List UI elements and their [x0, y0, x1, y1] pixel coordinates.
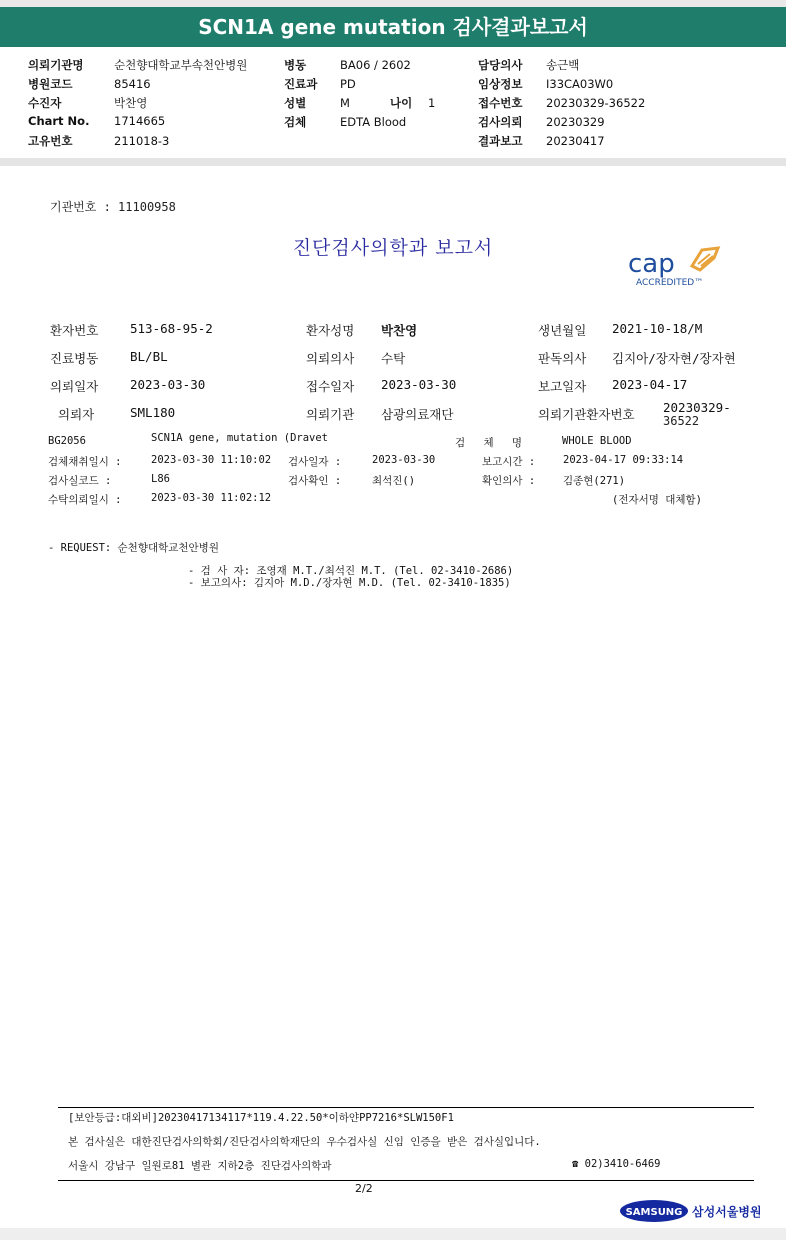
header-col3 — [478, 57, 645, 152]
specimen-label: 검 체 명 — [455, 437, 529, 449]
value-ref-doctor: 수탁 — [381, 351, 406, 366]
value-test-request: 20230329 — [546, 115, 605, 129]
label-birth: 생년월일 — [538, 323, 587, 338]
label-lab-code: 검사실코드 : — [48, 475, 112, 487]
label-ref-doctor: 의뢰의사 — [306, 351, 355, 366]
cap-accredited-text: ACCREDITED™ — [636, 278, 704, 288]
reporter-line: - 보고의사: 김지아 M.D./장자현 M.D. (Tel. 02-3410-1835) — [188, 577, 511, 589]
inst-patient-no-line2: 36522 — [663, 414, 700, 428]
value-birth: 2021-10-18/M — [612, 321, 703, 336]
label-department: 진료과 — [284, 77, 318, 91]
label-clinical-info: 임상정보 — [478, 77, 523, 91]
value-receipt-date: 2023-03-30 — [381, 377, 457, 392]
label-reading-doctor: 판독의사 — [538, 351, 587, 366]
label-receipt-date: 접수일자 — [306, 379, 355, 394]
label-report-date: 보고일자 — [538, 379, 587, 394]
request-line: - REQUEST: 순천향대학교천안병원 — [48, 542, 219, 554]
samsung-logo-text: SAMSUNG — [625, 1207, 683, 1218]
footer-top-rule — [58, 1107, 754, 1108]
value-requester: SML180 — [130, 405, 176, 420]
label-hospital-code: 병원코드 — [28, 77, 73, 91]
value-doctor: 송근백 — [546, 58, 580, 72]
label-request-date: 의뢰일자 — [50, 379, 99, 394]
hospital-name: 삼성서울병원 — [692, 1205, 760, 1219]
samsung-hospital-logo — [620, 1198, 760, 1228]
label-report-time: 보고시간 : — [482, 456, 536, 468]
footer-bottom-rule — [58, 1180, 754, 1181]
label-patient-name: 환자성명 — [306, 323, 355, 338]
label-chart-no: Chart No. — [28, 114, 90, 128]
value-test-date: 2023-03-30 — [372, 454, 436, 466]
value-ref-inst: 삼광의료재단 — [381, 407, 454, 422]
value-clinical-info: I33CA03W0 — [546, 77, 614, 91]
label-requesting-org: 의뢰기관명 — [28, 58, 84, 72]
label-sex: 성별 — [284, 96, 307, 110]
value-unique-no: 211018-3 — [114, 134, 170, 148]
value-department: PD — [340, 77, 356, 91]
cap-logo-icon — [626, 242, 736, 292]
page-number: 2/2 — [355, 1182, 373, 1195]
label-inst-patient-no: 의뢰기관환자번호 — [538, 407, 635, 422]
label-patient-no: 환자번호 — [50, 323, 99, 338]
value-reading-doctor: 김지아/장자현/장자현 — [612, 351, 736, 366]
label-requester: 의뢰자 — [58, 407, 95, 422]
value-inst-patient-no: 20230329- — [663, 400, 731, 415]
value-hospital-code: 85416 — [114, 77, 151, 91]
value-collection-time: 2023-03-30 11:10:02 — [151, 454, 272, 466]
label-patient: 수진자 — [28, 96, 62, 110]
value-patient-no: 513-68-95-2 — [130, 321, 213, 336]
value-chart-no: 1714665 — [114, 114, 166, 128]
header-col1 — [28, 57, 247, 152]
value-test-confirm: 최석진() — [372, 475, 416, 487]
label-collection-time: 검체채취일시 : — [48, 456, 122, 468]
label-age: 나이 — [390, 96, 413, 110]
label-specimen: 검체 — [284, 115, 307, 129]
address-text: 서울시 강남구 일원로81 별관 지하2층 진단검사의학과 — [68, 1160, 332, 1172]
label-consign-time: 수탁의뢰일시 : — [48, 494, 122, 506]
cap-logo-text: cap — [628, 249, 675, 279]
value-sex: M — [340, 96, 350, 110]
label-test-request: 검사의뢰 — [478, 115, 523, 129]
label-ref-inst: 의뢰기관 — [306, 407, 355, 422]
electronic-signature-note: (전자서명 대체함) — [612, 494, 702, 506]
page-title: SCN1A gene mutation 검사결과보고서 — [0, 7, 786, 47]
tester-line: - 검 사 자: 조영재 M.T./최석진 M.T. (Tel. 02-3410-2686) — [188, 565, 514, 577]
label-confirm-doctor: 확인의사 : — [482, 475, 536, 487]
label-test-confirm: 검사확인 : — [288, 475, 342, 487]
report-title: 진단검사의학과 보고서 — [292, 237, 494, 259]
value-report-date: 2023-04-17 — [612, 377, 688, 392]
label-receipt-no: 접수번호 — [478, 96, 523, 110]
value-ward-bl: BL/BL — [130, 349, 168, 364]
top-strip — [0, 0, 786, 7]
value-requesting-org: 순천향대학교부속천안병원 — [114, 58, 248, 72]
value-lab-code: L86 — [151, 473, 170, 485]
header-separator — [0, 158, 786, 166]
specimen-value: WHOLE BLOOD — [562, 435, 632, 447]
test-code: BG2056 — [48, 435, 86, 447]
value-age: 1 — [428, 96, 436, 110]
value-confirm-doctor: 김종현(271) — [563, 475, 626, 487]
value-report-time: 2023-04-17 09:33:14 — [563, 454, 684, 466]
value-result-report: 20230417 — [546, 134, 605, 148]
institution-number: 기관번호 : 11100958 — [50, 200, 176, 214]
value-ward: BA06 / 2602 — [340, 58, 411, 72]
value-patient-name: 박찬영 — [381, 323, 418, 338]
header-col2 — [284, 57, 435, 133]
label-ward: 병동 — [284, 58, 307, 72]
label-result-report: 결과보고 — [478, 134, 523, 148]
label-unique-no: 고유번호 — [28, 134, 73, 148]
bottom-strip — [0, 1228, 786, 1240]
value-consign-time: 2023-03-30 11:02:12 — [151, 492, 272, 504]
phone-number: ☎ 02)3410-6469 — [572, 1158, 661, 1170]
value-receipt-no: 20230329-36522 — [546, 96, 646, 110]
value-specimen: EDTA Blood — [340, 115, 407, 129]
label-doctor: 담당의사 — [478, 58, 523, 72]
value-request-date: 2023-03-30 — [130, 377, 206, 392]
cap-accredited-logo — [626, 242, 736, 292]
security-line: [보안등급:대외비]20230417134117*119.4.22.50*이하얀PP7216*SLW150F1 — [68, 1112, 454, 1124]
value-patient: 박찬영 — [114, 96, 148, 110]
certification-text: 본 검사실은 대한진단검사의학회/진단검사의학재단의 우수검사실 신임 인증을 받은 검사실입니다. — [68, 1136, 541, 1148]
test-name: SCN1A gene, mutation (Dravet — [151, 432, 329, 444]
label-test-date: 검사일자 : — [288, 456, 342, 468]
label-ward-bl: 진료병동 — [50, 351, 99, 366]
samsung-logo-icon — [620, 1198, 760, 1224]
